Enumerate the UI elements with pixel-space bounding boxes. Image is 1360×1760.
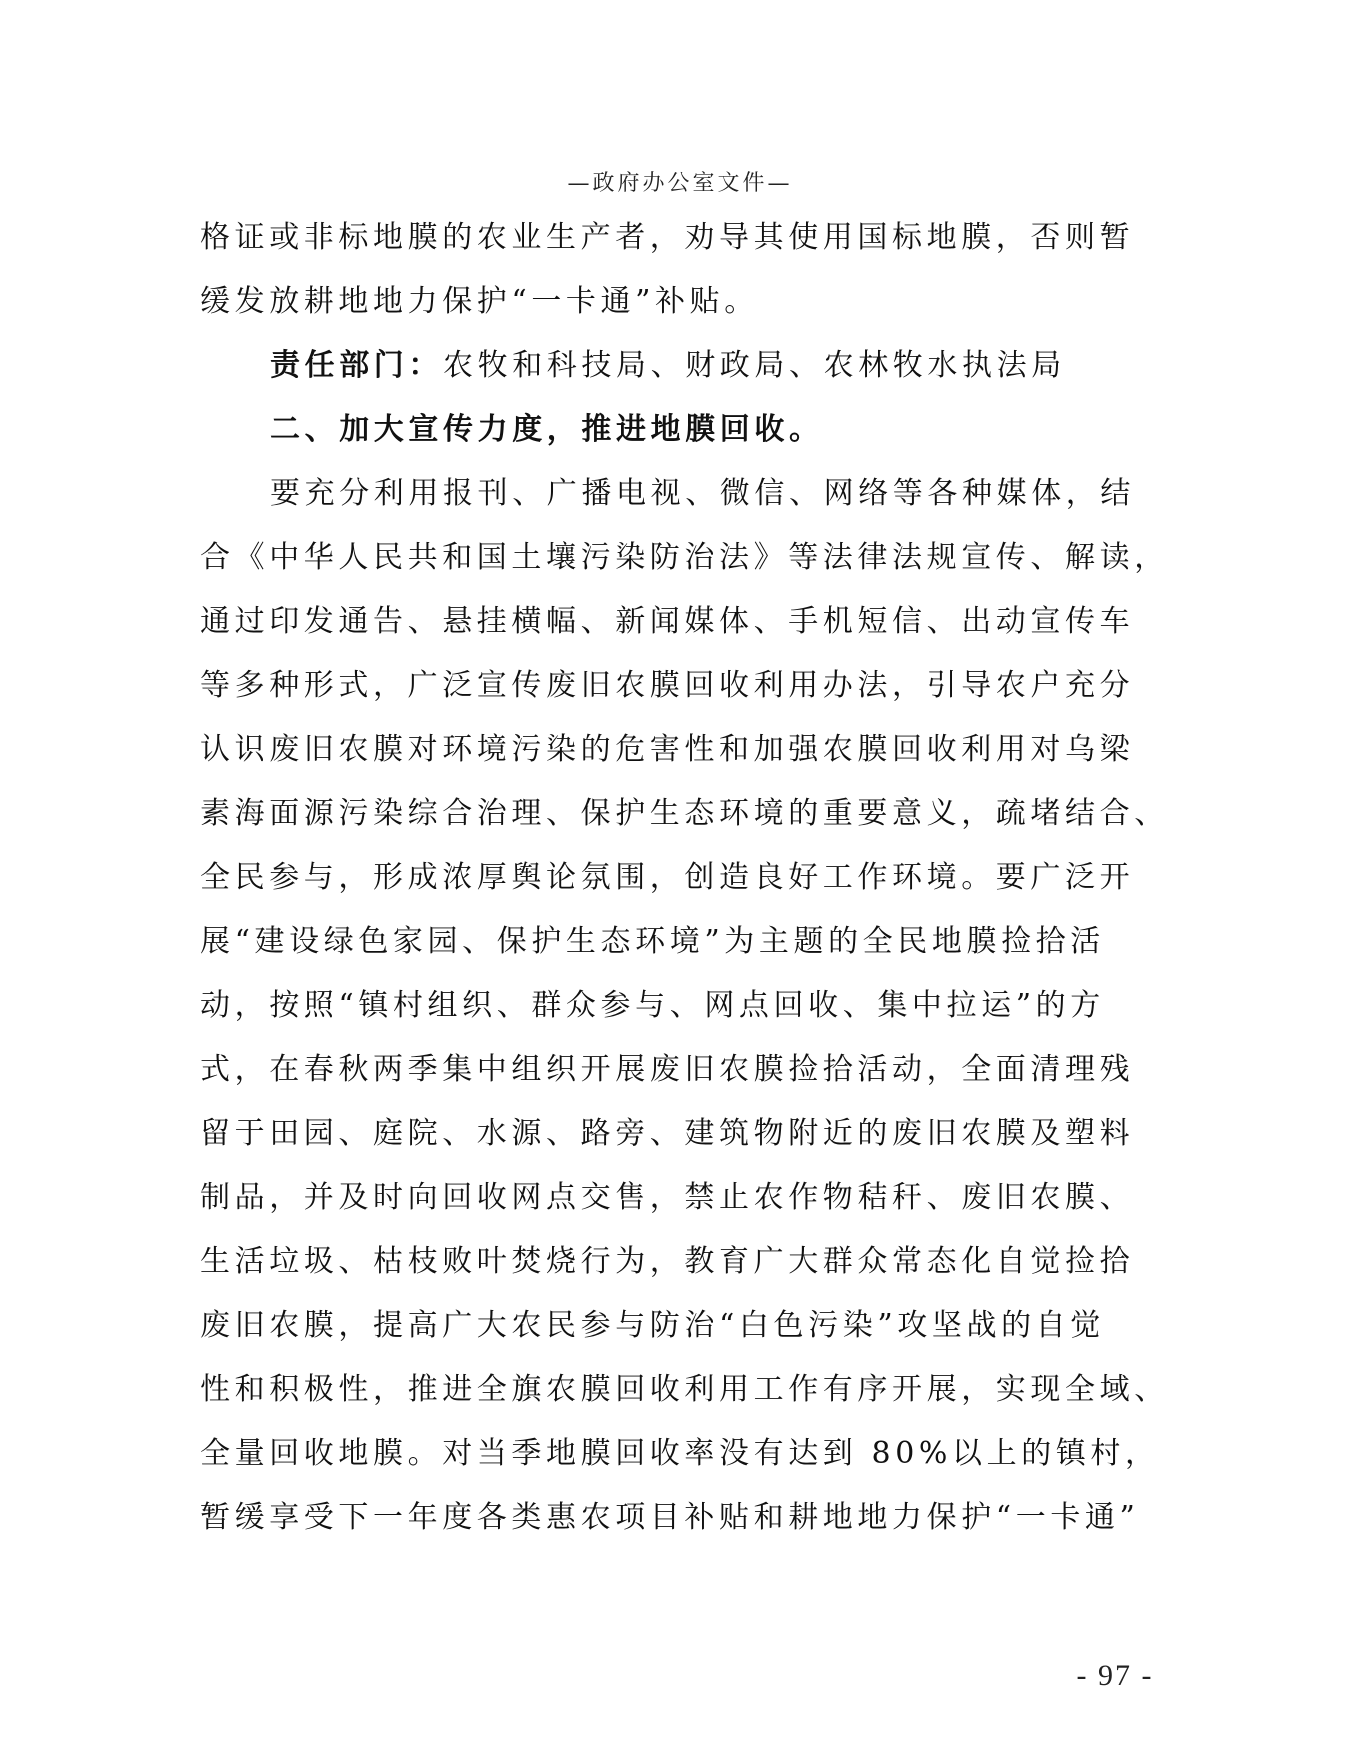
responsibility-line <box>200 334 1180 398</box>
body-line: 合《中华人民共和国土壤污染防治法》等法律法规宣传、解读， <box>200 540 1169 575</box>
page-number: - 97 - <box>1076 1659 1154 1692</box>
body-line: 生活垃圾、枯枝败叶焚烧行为，教育广大群众常态化自觉捡拾 <box>200 1244 1135 1279</box>
responsibility-departments: 农牧和科技局、财政局、农林牧水执法局 <box>443 348 1066 383</box>
body-line: 认识废旧农膜对环境污染的危害性和加强农膜回收利用对乌梁 <box>200 732 1135 767</box>
body-line: 等多种形式，广泛宣传废旧农膜回收利用办法，引导农户充分 <box>200 668 1135 703</box>
body-line: 制品，并及时向回收网点交售，禁止农作物秸秆、废旧农膜、 <box>200 1180 1135 1215</box>
body-line: 动，按照“镇村组织、群众参与、网点回收、集中拉运”的方 <box>200 988 1105 1023</box>
responsibility-label: 责任部门： <box>270 348 443 383</box>
document-body <box>200 206 1180 1550</box>
body-line: 留于田园、庭院、水源、路旁、建筑物附近的废旧农膜及塑料 <box>200 1116 1135 1151</box>
body-line: 通过印发通告、悬挂横幅、新闻媒体、手机短信、出动宣传车 <box>200 604 1135 639</box>
body-line: 格证或非标地膜的农业生产者，劝导其使用国标地膜，否则暂 <box>200 220 1135 255</box>
running-header: —政府办公室文件— <box>567 171 793 196</box>
section-heading: 二、加大宣传力度，推进地膜回收。 <box>270 412 824 447</box>
body-line: 素海面源污染综合治理、保护生态环境的重要意义，疏堵结合、 <box>200 796 1169 831</box>
body-line: 全民参与，形成浓厚舆论氛围，创造良好工作环境。要广泛开 <box>200 860 1135 895</box>
body-line: 废旧农膜，提高广大农民参与防治“白色污染”攻坚战的自觉 <box>200 1308 1105 1343</box>
body-line: 要充分利用报刊、广播电视、微信、网络等各种媒体，结 <box>270 476 1135 511</box>
body-line: 全量回收地膜。对当季地膜回收率没有达到 80%以上的镇村， <box>200 1436 1160 1471</box>
body-line: 性和积极性，推进全旗农膜回收利用工作有序开展，实现全域、 <box>200 1372 1169 1407</box>
body-line: 式，在春秋两季集中组织开展废旧农膜捡拾活动，全面清理残 <box>200 1052 1135 1087</box>
body-line: 展“建设绿色家园、保护生态环境”为主题的全民地膜捡拾活 <box>200 924 1105 959</box>
body-line: 暂缓享受下一年度各类惠农项目补贴和耕地地力保护“一卡通” <box>200 1500 1140 1535</box>
body-line: 缓发放耕地地力保护“一卡通”补贴。 <box>200 284 759 319</box>
